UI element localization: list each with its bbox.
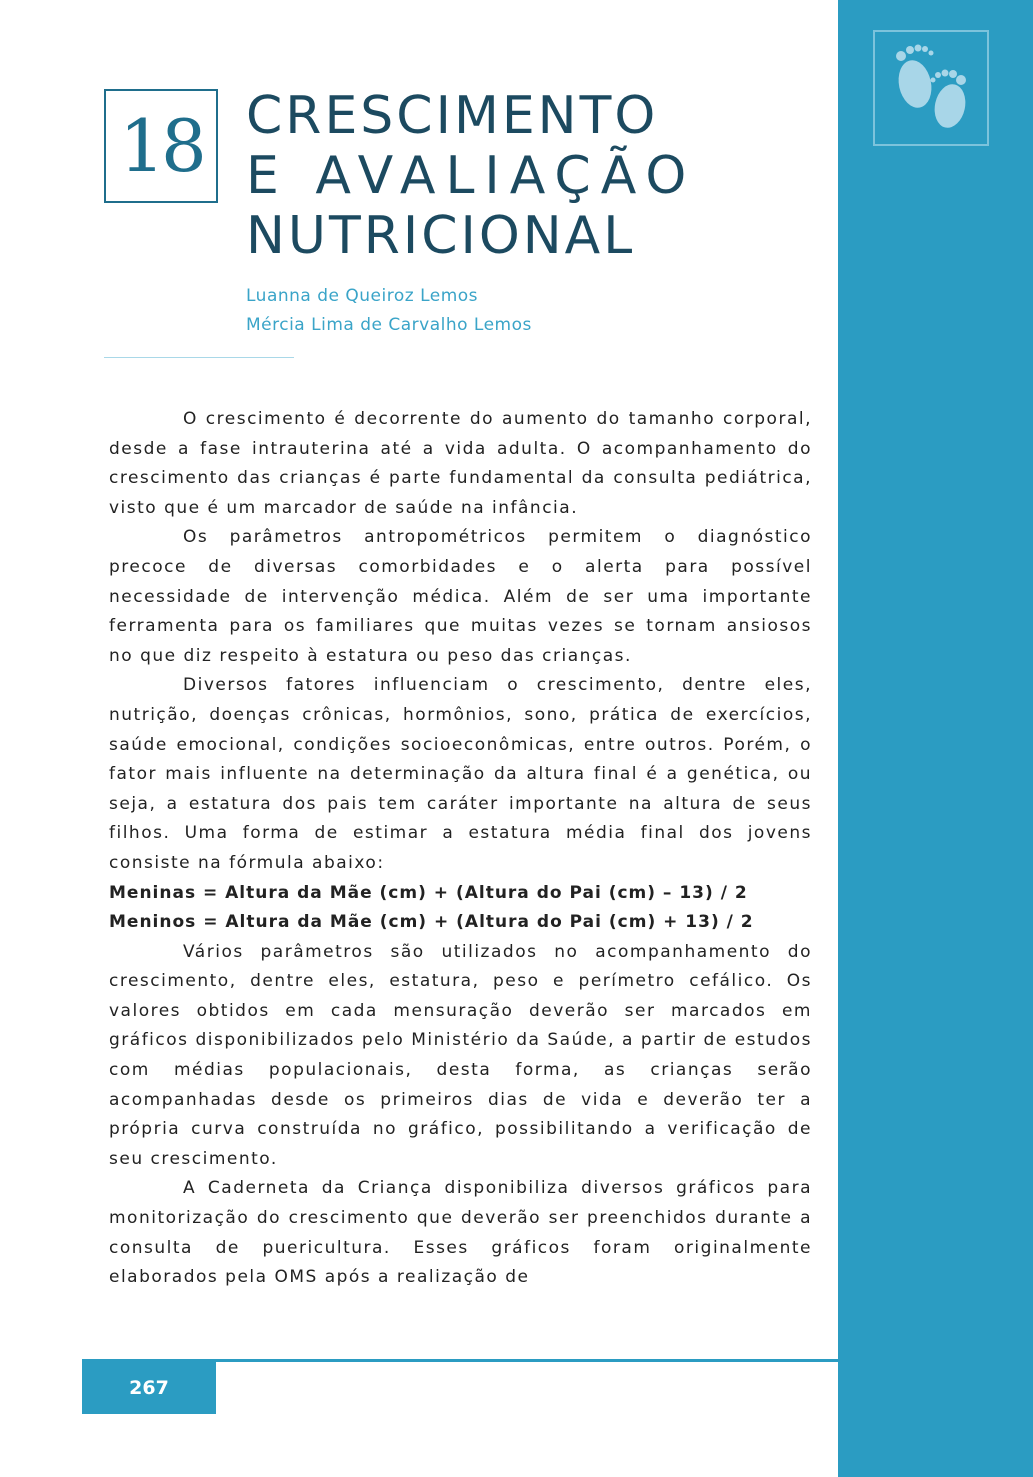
chapter-title-line-1: CRESCIMENTO [246,86,659,146]
body-text [109,405,812,1293]
formula-girls: Meninas = Altura da Mãe (cm) + (Altura do Pai (cm) – 13) / 2 [109,882,748,903]
chapter-title [246,86,696,266]
paragraph: Vários parâmetros são utilizados no acompanhamento do crescimento, dentre eles, estatura, peso e perímetro cefálico. Os valores obtidos em cada mensuração deverão ser marcados em gráficos disponibilizados pelo Ministério da Saúde, a partir de estudos com médias populacionais, desta forma, as crianças serão acompanhadas desde os primeiros dias de vida e deverão ter a própria curva construída no gráfico, possibilitando a verificação de seu crescimento. [109,941,812,1169]
baby-footprints-icon [875,32,987,144]
author-name: Mércia Lima de Carvalho Lemos [246,315,532,335]
baby-footprints-frame [873,30,989,146]
chapter-title-line-2: E AVALIAÇÃO [246,146,697,206]
title-divider [104,357,294,358]
side-color-bar [838,0,1033,1477]
page-number: 267 [82,1362,216,1414]
author-list [246,282,532,340]
paragraph: A Caderneta da Criança disponibiliza diversos gráficos para monitorização do crescimento que deverão ser preenchidos durante a consulta de puericultura. Esses gráficos foram originalmente elaborados pela OMS após a realização de [109,1178,812,1288]
paragraph: Os parâmetros antropométricos permitem o diagnóstico precoce de diversas comorbidades e o alerta para possível necessidade de intervenção médica. Além de ser uma importante ferramenta para os familiares que muitas vezes se tornam ansiosos no que diz respeito à estatura ou peso das crianças. [109,527,812,666]
author-name: Luanna de Queiroz Lemos [246,286,479,306]
chapter-number: 18 [104,89,218,203]
formula-boys: Meninos = Altura da Mãe (cm) + (Altura do Pai (cm) + 13) / 2 [109,912,754,933]
paragraph: Diversos fatores influenciam o crescimento, dentre eles, nutrição, doenças crônicas, hormônios, sono, prática de exercícios, saúde emocional, condições socioeconômicas, entre outros. Porém, o fator mais influente na determinação da altura final é a genética, ou seja, a estatura dos pais tem caráter importante na altura de seus filhos. Uma forma de estimar a estatura média final dos jovens consiste na fórmula abaixo: [109,675,812,873]
chapter-title-line-3: NUTRICIONAL [246,206,636,266]
paragraph: O crescimento é decorrente do aumento do tamanho corporal, desde a fase intrauterina até a vida adulta. O acompanhamento do crescimento das crianças é parte fundamental da consulta pediátrica, visto que é um marcador de saúde na infância. [109,409,812,518]
